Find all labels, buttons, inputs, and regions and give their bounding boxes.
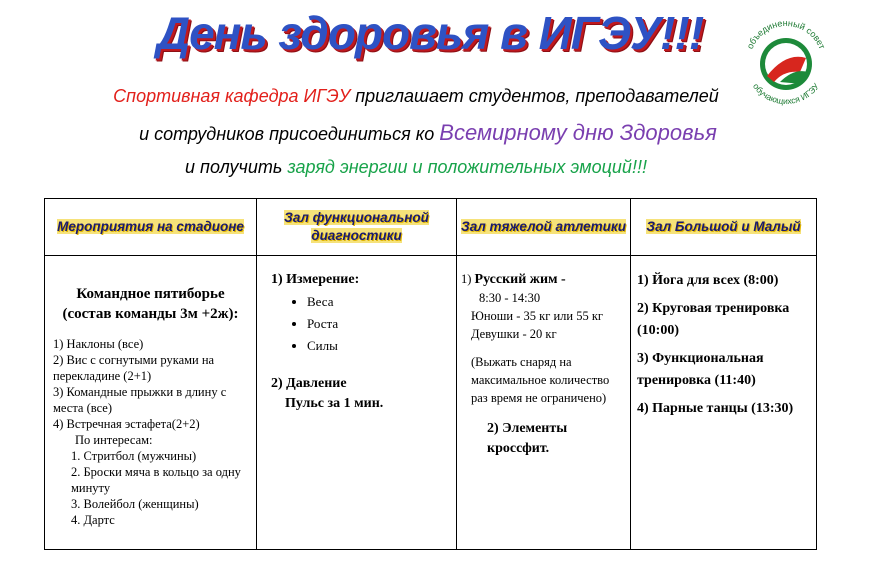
list-item: 3. Волейбол (женщины) [71,497,199,511]
header-halls: Зал Большой и Малый [631,199,817,256]
header-weightlifting: Зал тяжелой атлетики [457,199,631,256]
header-diagnostics: Зал функциональной диагностики [257,199,457,256]
bench-press-time: 8:30 - 14:30 [479,291,541,305]
list-item: 1) Наклоны (все) [53,337,144,351]
pulse-text: Пульс за 1 мин. [285,396,384,411]
intro-get: и получить [185,157,288,177]
list-item: 4. Дартс [71,513,115,527]
crossfit-item: 2) Элементы кроссфит. [487,421,568,456]
pressure-heading: 2) Давление [271,376,347,391]
intro-organizer: Спортивная кафедра ИГЭУ [113,86,351,106]
bench-press-note: (Выжать снаряд на максимальное количество раз время не ограничено) [471,355,610,405]
intro-event-name: Всемирному дню Здоровья [439,120,717,145]
cell-stadium [45,256,257,550]
header-stadium: Мероприятия на стадионе [45,199,257,256]
list-item: 1. Стритбол (мужчины) [71,449,197,463]
list-item: 3) Командные прыжки в длину с места (все) [53,385,227,415]
intro-join: и сотрудников присоединиться ко [139,124,440,144]
cell-weightlifting [457,256,631,550]
intro-line-1 [0,86,852,107]
intro-energy: заряд энергии и положительных эмоций!!! [287,157,647,177]
cell-diagnostics [257,256,457,550]
pentathlon-title: Командное пятиборье (состав команды 3м +2ж): [62,286,239,322]
list-item: 2. Броски мяча в кольцо за одну минуту [71,465,241,495]
list-item: 1) Йога для всех (8:00) [637,273,779,288]
intro-invite: приглашает студентов, преподавателей [350,86,719,106]
list-item: По интересам: [75,433,153,447]
measurement-heading: 1) Измерение: [271,272,360,287]
list-item: 2) Вис с согнутыми руками на перекладине (2+1) [53,353,215,383]
schedule-table [44,198,817,550]
item-number: 1) [461,272,472,286]
list-item: 4) Парные танцы (13:30) [637,401,794,416]
intro-line-2 [0,120,864,146]
list-item: 2) Круговая тренировка (10:00) [637,301,790,338]
cell-halls [631,256,817,550]
list-item: 3) Функциональная тренировка (11:40) [637,351,764,388]
list-item: • Веса [307,292,446,312]
measurement-list [293,292,446,356]
table-header-row [45,199,817,256]
girls-weight: Девушки - 20 кг [471,327,557,341]
bench-press-title: Русский жим - [474,272,566,287]
list-item: • Силы [307,336,446,356]
page-title: День здоровья в ИГЭУ!!! [156,7,704,59]
list-item: • Роста [307,314,446,334]
table-body-row [45,256,817,550]
intro-line-3 [0,157,852,178]
logo-bottom-text: обучающихся ИГЭУ [751,81,821,107]
logo-top-text: объединенный совет [744,17,828,51]
list-item: 4) Встречная эстафета(2+2) [53,417,200,431]
boys-weight: Юноши - 35 кг или 55 кг [471,309,604,323]
